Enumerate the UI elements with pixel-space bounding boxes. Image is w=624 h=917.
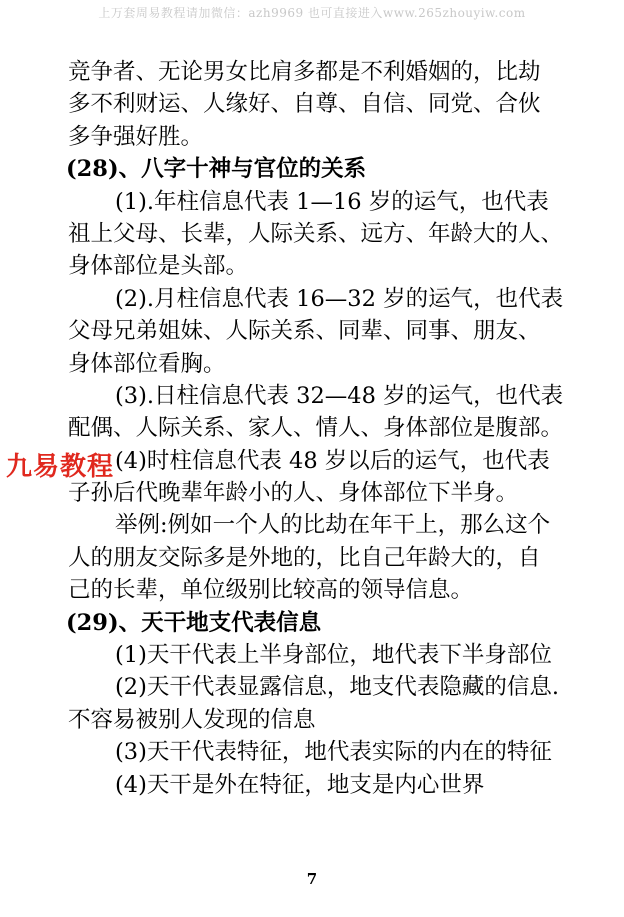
text-line: 多不利财运、人缘好、自尊、自信、同党、合伙 — [68, 91, 541, 118]
paragraph-start: (4)天干是外在特征，地支是内心世界 — [115, 771, 485, 798]
text-line: 身体部位是头部。 — [68, 253, 249, 280]
text-line: 人的朋友交际多是外地的，比自己年龄大的，自 — [68, 544, 541, 571]
watermark-header: 上万套周易教程请加微信：azh9969 也可直接进入www.265zhouyiw.com — [98, 6, 526, 20]
text-line: 竞争者、无论男女比肩多都是不利婚姻的，比劫 — [68, 59, 541, 85]
text-line: 己的长辈，单位级别比较高的领导信息。 — [68, 577, 474, 604]
paragraph-start: 举例:例如一个人的比劫在年干上，那么这个 — [115, 512, 551, 539]
watermark-logo: 九易教程 — [6, 452, 115, 482]
text-line: 多争强好胜。 — [68, 123, 204, 150]
paragraph-start: (1).年柱信息代表 1—16 岁的运气，也代表 — [115, 188, 549, 215]
text-line: 祖上父母、长辈，人际关系、远方、年龄大的人、 — [68, 220, 564, 247]
paragraph-start: (3)天干代表特征，地代表实际的内在的特征 — [115, 739, 552, 766]
text-line: 父母兄弟姐妹、人际关系、同辈、同事、朋友、 — [68, 318, 541, 345]
section-heading-28: (28)、八字十神与官位的关系 — [66, 156, 367, 183]
paragraph-start: (1)天干代表上半身部位，地代表下半身部位 — [115, 642, 552, 669]
paragraph-start: (4)时柱信息代表 48 岁以后的运气，也代表 — [115, 447, 550, 474]
text-line: 子孙后代晚辈年龄小的人、身体部位下半身。 — [68, 480, 519, 507]
paragraph-start: (3).日柱信息代表 32—48 岁的运气，也代表 — [115, 382, 564, 409]
text-line: 配偶、人际关系、家人、情人、身体部位是腹部。 — [68, 415, 564, 442]
document-body — [68, 56, 568, 801]
text-line: 不容易被别人发现的信息 — [68, 706, 316, 733]
section-heading-29: (29)、天干地支代表信息 — [66, 609, 322, 636]
page-number: 7 — [306, 870, 318, 888]
paragraph-start: (2)天干代表显露信息，地支代表隐藏的信息. — [115, 674, 560, 701]
paragraph-start: (2).月柱信息代表 16—32 岁的运气，也代表 — [115, 285, 564, 312]
text-line: 身体部位看胸。 — [68, 350, 226, 377]
